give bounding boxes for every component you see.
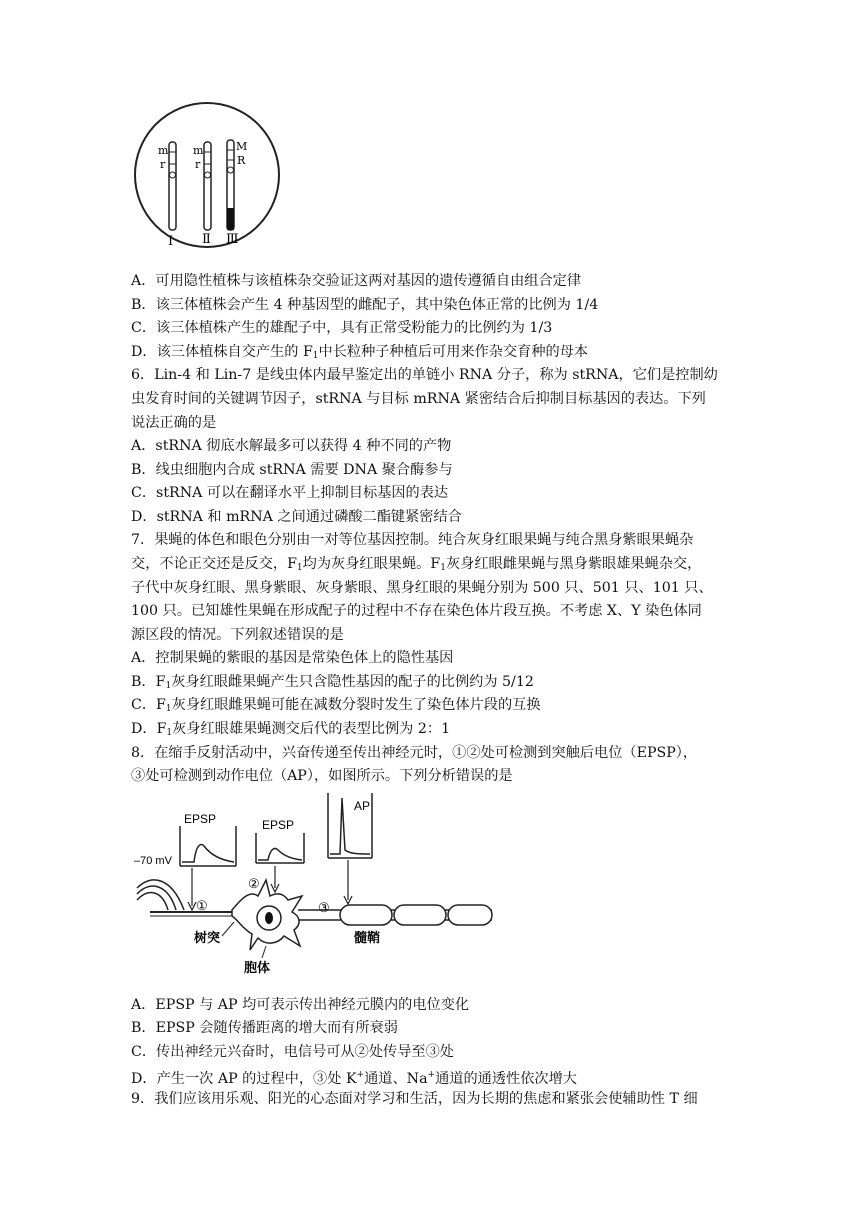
chromosome-figure bbox=[132, 100, 282, 250]
q8-option-d: D．产生一次 AP 的过程中，③处 K+通道、Na+通道的通透性依次增大 bbox=[131, 1070, 577, 1087]
myelin-sheath bbox=[340, 905, 492, 925]
label-II: Ⅱ bbox=[202, 232, 211, 247]
label-M: M bbox=[236, 140, 248, 153]
q7-stem-line4: 100 只。已知雄性果蝇在形成配子的过程中不存在染色体片段互换。不考虑 X、Y 染色体同 bbox=[131, 603, 702, 619]
soma bbox=[232, 880, 302, 950]
q6-stem-line3: 说法正确的是 bbox=[131, 415, 217, 431]
q8-option-a: A．EPSP 与 AP 均可表示传出神经元膜内的电位变化 bbox=[131, 997, 470, 1013]
q5-option-c: C．该三体植株产生的雄配子中，具有正常受粉能力的比例约为 1/3 bbox=[131, 320, 553, 336]
q7-option-c: C．$F_1$灰身红眼雌果蝇可能在减数分裂时发生了染色体片段的互换 bbox=[131, 697, 541, 714]
q7-stem-line3: 子代中灰身红眼、黑身紫眼、灰身紫眼、黑身红眼的果蝇分别为 500 只、501 只、101 只、 bbox=[131, 580, 713, 596]
epsp-box-2 bbox=[256, 818, 304, 863]
q8-option-c: C．传出神经元兴奋时，电信号可从②处传导至③处 bbox=[131, 1044, 454, 1060]
label-I: Ⅰ bbox=[168, 234, 174, 249]
label-r-2: r bbox=[195, 158, 201, 171]
q7-option-d: D．$F_1$灰身红眼雄果蝇测交后代的表型比例为 2：1 bbox=[131, 721, 451, 738]
epsp-label-1: EPSP bbox=[184, 812, 217, 826]
marker-3: ③ bbox=[318, 901, 330, 916]
q5-option-d: D．该三体植株自交产生的 $F_1$中长粒种子种植后可用来作杂交育种的母本 bbox=[131, 344, 589, 361]
label-r-1: r bbox=[160, 158, 166, 171]
dendrite-label: 树突 bbox=[194, 931, 221, 946]
q8-stem-line2: ③处可检测到动作电位（AP），如图所示。下列分析错误的是 bbox=[131, 768, 513, 784]
q6-option-d: D．stRNA 和 mRNA 之间通过磷酸二酯键紧密结合 bbox=[131, 509, 462, 525]
q8-option-b: B．EPSP 会随传播距离的增大而有所衰弱 bbox=[131, 1020, 398, 1036]
q7-stem-line5: 源区段的情况。下列叙述错误的是 bbox=[131, 627, 344, 643]
chromosome-II bbox=[204, 142, 211, 230]
q6-option-b: B．线虫细胞内合成 stRNA 需要 DNA 聚合酶参与 bbox=[131, 462, 453, 478]
q8-stem-line1: 8．在缩手反射活动中，兴奋传递至传出神经元时，①②处可检测到突触后电位（EPSP）， bbox=[131, 745, 698, 761]
q6-option-c: C．stRNA 可以在翻译水平上抑制目标基因的表达 bbox=[131, 485, 449, 501]
q5-option-b: B．该三体植株会产生 4 种基因型的雌配子，其中染色体正常的比例为 1/4 bbox=[131, 297, 599, 313]
q7-stem-line2: 交，不论正交还是反交，$F_1$均为灰身红眼果蝇。$F_1$灰身红眼雌果蝇与黑身紫眼雄果蝇杂交， bbox=[131, 556, 702, 573]
neuron-diagram bbox=[132, 788, 502, 988]
myelin-label: 髓鞘 bbox=[354, 931, 381, 946]
marker-1: ① bbox=[196, 899, 208, 914]
q5-option-a: A．可用隐性植株与该植株杂交验证这两对基因的遗传遵循自由组合定律 bbox=[131, 273, 582, 289]
q6-option-a: A．stRNA 彻底水解最多可以获得 4 种不同的产物 bbox=[131, 438, 452, 454]
epsp-label-2: EPSP bbox=[262, 818, 295, 832]
ap-box bbox=[328, 793, 372, 858]
q7-stem-line1: 7．果蝇的体色和眼色分别由一对等位基因控制。纯合灰身红眼果蝇与纯合黑身紫眼果蝇杂 bbox=[131, 532, 694, 548]
q7-option-b: B．$F_1$灰身红眼雌果蝇产生只含隐性基因的配子的比例约为 5/12 bbox=[131, 674, 534, 691]
q6-stem-line2: 虫发育时间的关键调节因子，stRNA 与目标 mRNA 紧密结合后抑制目标基因的表达。下列 bbox=[131, 391, 706, 407]
resting-potential-label: –70 mV bbox=[134, 855, 172, 867]
q9-stem-line1: 9．我们应该用乐观、阳光的心态面对学习和生活，因为长期的焦虑和紧张会使辅助性 T 细 bbox=[131, 1091, 698, 1107]
soma-label: 胞体 bbox=[244, 961, 271, 976]
label-R: R bbox=[237, 154, 246, 167]
label-m-1: m bbox=[158, 144, 169, 157]
q6-stem-line1: 6．Lin-4 和 Lin-7 是线虫体内最早鉴定出的单链小 RNA 分子，称为 stRNA，它们是控制幼 bbox=[131, 367, 718, 383]
q7-option-a: A．控制果蝇的紫眼的基因是常染色体上的隐性基因 bbox=[131, 650, 454, 666]
label-III: Ⅲ bbox=[226, 232, 239, 247]
ap-label: AP bbox=[354, 799, 371, 813]
marker-2: ② bbox=[248, 877, 260, 892]
epsp-box-1 bbox=[180, 812, 236, 866]
chromosome-I bbox=[169, 142, 176, 230]
label-m-2: m bbox=[193, 144, 204, 157]
presynaptic-fibers bbox=[137, 880, 184, 910]
chromosome-III bbox=[227, 140, 234, 230]
